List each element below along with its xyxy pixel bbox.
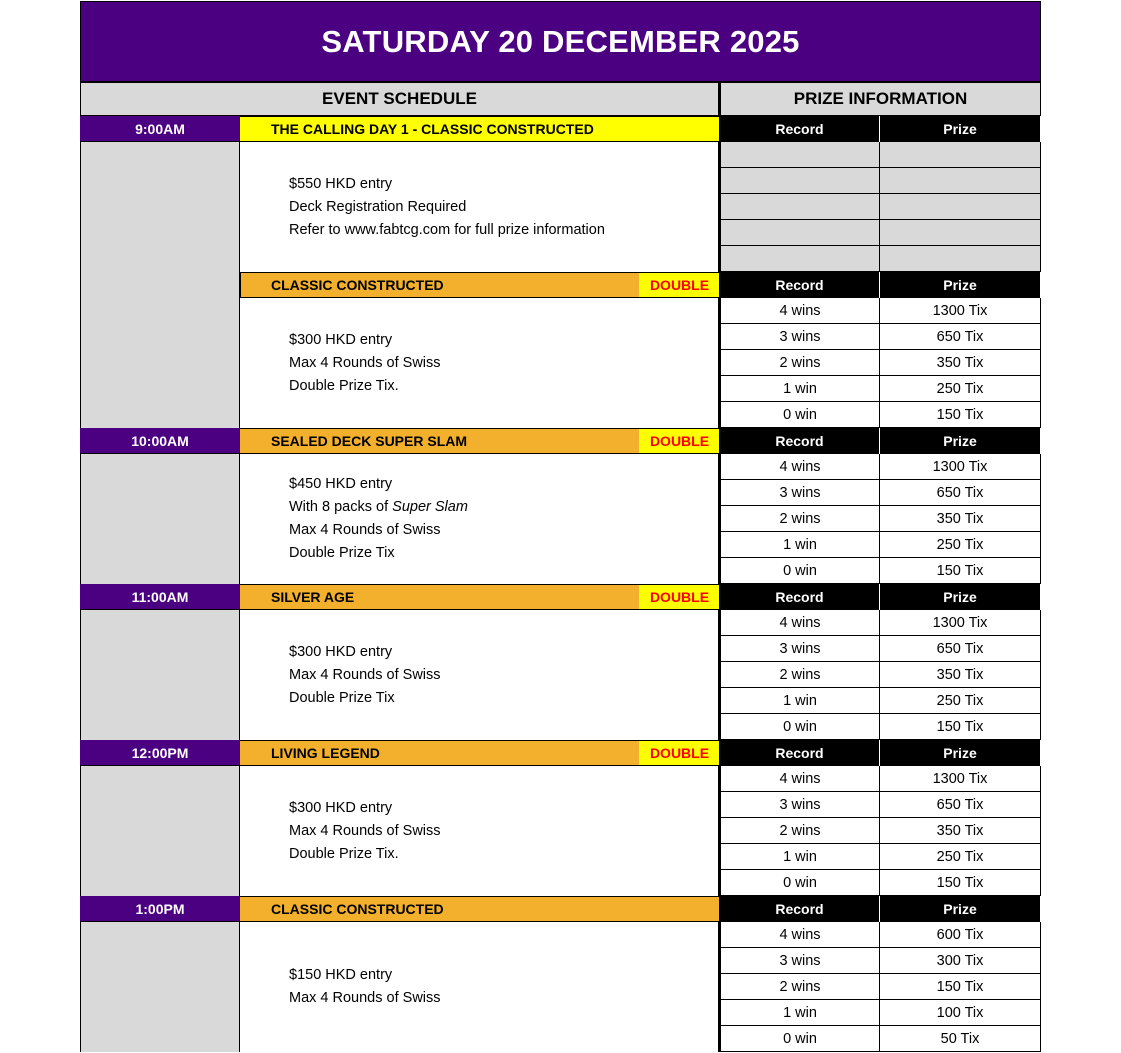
- record-cell: 0 win: [720, 402, 880, 428]
- record-header: Record: [720, 116, 880, 142]
- double-badge: DOUBLE: [639, 273, 719, 297]
- record-cell: 2 wins: [720, 506, 880, 532]
- description-line: With 8 packs of Super Slam: [289, 499, 468, 515]
- prize-cell: 250 Tix: [880, 688, 1041, 714]
- time-column-spacer: [80, 142, 240, 428]
- prize-table: [720, 116, 1041, 272]
- record-cell: 3 wins: [720, 948, 880, 974]
- time-column-spacer: [80, 454, 240, 584]
- event-header-bar: [80, 584, 720, 610]
- prize-cell: [880, 168, 1041, 194]
- event-header-bar: [80, 740, 720, 766]
- prize-cell: 650 Tix: [880, 324, 1041, 350]
- event-header-bar: [80, 428, 720, 454]
- event-block: [80, 740, 1041, 896]
- prize-cell: 650 Tix: [880, 792, 1041, 818]
- prize-cell: 150 Tix: [880, 974, 1041, 1000]
- description-line: Max 4 Rounds of Swiss: [289, 354, 441, 371]
- description-line: $450 HKD entry: [289, 476, 393, 492]
- description-line: Max 4 Rounds of Swiss: [289, 522, 441, 538]
- description-line: $300 HKD entry: [289, 799, 393, 816]
- record-cell: 3 wins: [720, 324, 880, 350]
- description-line: $150 HKD entry: [289, 967, 393, 983]
- prize-cell: 100 Tix: [880, 1000, 1041, 1026]
- prize-cell: 300 Tix: [880, 948, 1041, 974]
- prize-cell: 650 Tix: [880, 480, 1041, 506]
- record-cell: [720, 246, 880, 272]
- prize-cell: 250 Tix: [880, 844, 1041, 870]
- record-cell: 1 win: [720, 844, 880, 870]
- prize-header: Prize: [880, 116, 1041, 142]
- event-header-bar: [80, 896, 720, 922]
- event-time: 11:00AM: [80, 584, 240, 610]
- record-header: Record: [720, 428, 880, 454]
- event-time: 1:00PM: [80, 896, 240, 922]
- time-column-spacer: [80, 610, 240, 740]
- prize-cell: 650 Tix: [880, 636, 1041, 662]
- prize-cell: 1300 Tix: [880, 610, 1041, 636]
- schedule-sheet: [80, 1, 1041, 1052]
- record-cell: 3 wins: [720, 636, 880, 662]
- description-line: Refer to www.fabtcg.com for full prize information: [289, 221, 605, 238]
- prize-cell: [880, 194, 1041, 220]
- record-cell: 1 win: [720, 376, 880, 402]
- event-block: [80, 896, 1041, 1052]
- prize-header: Prize: [880, 584, 1041, 610]
- record-cell: [720, 194, 880, 220]
- record-cell: 3 wins: [720, 480, 880, 506]
- event-description: [240, 766, 720, 896]
- prize-cell: [880, 220, 1041, 246]
- event-time: 10:00AM: [80, 428, 240, 454]
- prize-table: [720, 740, 1041, 896]
- description-line: Max 4 Rounds of Swiss: [289, 822, 441, 839]
- event-description: [240, 298, 720, 428]
- record-cell: 2 wins: [720, 974, 880, 1000]
- page-title: SATURDAY 20 DECEMBER 2025: [80, 1, 1041, 82]
- description-line: Double Prize Tix: [289, 689, 395, 706]
- description-line: Double Prize Tix.: [289, 845, 399, 862]
- description-line: Double Prize Tix.: [289, 377, 399, 394]
- record-cell: 1 win: [720, 1000, 880, 1026]
- event-block: [80, 584, 1041, 740]
- event-description: [240, 454, 720, 584]
- prize-cell: 150 Tix: [880, 402, 1041, 428]
- description-line: Deck Registration Required: [289, 198, 467, 215]
- time-column-spacer: [80, 766, 240, 896]
- prize-table: [720, 272, 1041, 428]
- event-time: 12:00PM: [80, 740, 240, 766]
- prize-cell: 1300 Tix: [880, 766, 1041, 792]
- record-cell: 4 wins: [720, 766, 880, 792]
- record-cell: 1 win: [720, 688, 880, 714]
- double-badge: DOUBLE: [639, 429, 719, 453]
- prize-cell: 1300 Tix: [880, 298, 1041, 324]
- record-header: Record: [720, 584, 880, 610]
- prize-information-header: PRIZE INFORMATION: [720, 82, 1041, 116]
- record-cell: [720, 168, 880, 194]
- description-line: $300 HKD entry: [289, 643, 393, 660]
- record-cell: 4 wins: [720, 922, 880, 948]
- event-description: [240, 922, 720, 1052]
- event-name: LIVING LEGEND DOUBLE: [240, 740, 720, 766]
- prize-cell: 1300 Tix: [880, 454, 1041, 480]
- prize-cell: 150 Tix: [880, 870, 1041, 896]
- record-cell: 4 wins: [720, 610, 880, 636]
- record-cell: [720, 142, 880, 168]
- event-header-bar: [80, 116, 720, 142]
- prize-header: Prize: [880, 896, 1041, 922]
- record-cell: 3 wins: [720, 792, 880, 818]
- event-blocks: [80, 116, 1041, 1052]
- prize-cell: 150 Tix: [880, 558, 1041, 584]
- record-cell: 0 win: [720, 714, 880, 740]
- prize-cell: [880, 246, 1041, 272]
- description-line: Max 4 Rounds of Swiss: [289, 990, 441, 1006]
- record-cell: 0 win: [720, 558, 880, 584]
- record-cell: 4 wins: [720, 454, 880, 480]
- record-header: Record: [720, 740, 880, 766]
- time-column-spacer: [80, 922, 240, 1052]
- record-header: Record: [720, 896, 880, 922]
- description-line: Max 4 Rounds of Swiss: [289, 666, 441, 683]
- event-name: SEALED DECK SUPER SLAM DOUBLE: [240, 428, 720, 454]
- prize-cell: 350 Tix: [880, 662, 1041, 688]
- event-name: CLASSIC CONSTRUCTED: [240, 896, 720, 922]
- event-description: [240, 610, 720, 740]
- event-time: 9:00AM: [80, 116, 240, 142]
- record-cell: 0 win: [720, 1026, 880, 1052]
- prize-cell: 250 Tix: [880, 532, 1041, 558]
- event-block: [80, 116, 1041, 428]
- prize-table: [720, 896, 1041, 1052]
- prize-cell: 50 Tix: [880, 1026, 1041, 1052]
- event-name: CLASSIC CONSTRUCTED DOUBLE: [240, 272, 720, 298]
- prize-cell: [880, 142, 1041, 168]
- prize-header: Prize: [880, 272, 1041, 298]
- prize-table: [720, 428, 1041, 584]
- event-schedule-header: EVENT SCHEDULE: [80, 82, 720, 116]
- event-block: [80, 428, 1041, 584]
- double-badge: DOUBLE: [639, 741, 719, 765]
- description-line: Double Prize Tix: [289, 545, 395, 561]
- prize-cell: 600 Tix: [880, 922, 1041, 948]
- prize-cell: 250 Tix: [880, 376, 1041, 402]
- prize-header: Prize: [880, 740, 1041, 766]
- prize-cell: 350 Tix: [880, 818, 1041, 844]
- prize-table: [720, 584, 1041, 740]
- column-headers: [80, 82, 1041, 116]
- prize-header: Prize: [880, 428, 1041, 454]
- prize-cell: 350 Tix: [880, 506, 1041, 532]
- set-name: Super Slam: [392, 499, 468, 515]
- double-badge: DOUBLE: [639, 585, 719, 609]
- prize-cell: 150 Tix: [880, 714, 1041, 740]
- record-cell: 1 win: [720, 532, 880, 558]
- record-header: Record: [720, 272, 880, 298]
- description-line: $550 HKD entry: [289, 175, 393, 192]
- event-name: SILVER AGE DOUBLE: [240, 584, 720, 610]
- description-line: $300 HKD entry: [289, 331, 393, 348]
- record-cell: 4 wins: [720, 298, 880, 324]
- record-cell: 2 wins: [720, 662, 880, 688]
- record-cell: 0 win: [720, 870, 880, 896]
- prize-cell: 350 Tix: [880, 350, 1041, 376]
- event-name: THE CALLING DAY 1 - CLASSIC CONSTRUCTED: [240, 116, 720, 142]
- record-cell: 2 wins: [720, 350, 880, 376]
- record-cell: 2 wins: [720, 818, 880, 844]
- event-description: [240, 142, 720, 272]
- record-cell: [720, 220, 880, 246]
